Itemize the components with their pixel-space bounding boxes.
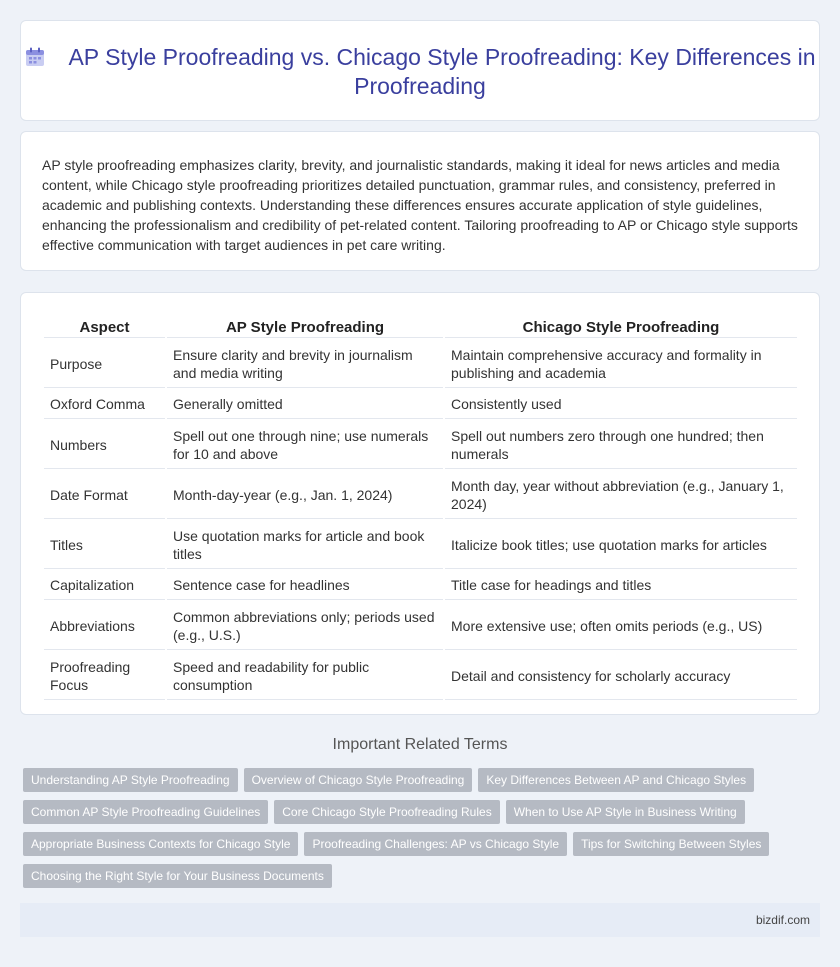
row-chicago-value: Title case for headings and titles (445, 571, 797, 600)
header-ap-style: AP Style Proofreading (167, 317, 443, 338)
row-aspect: Abbreviations (44, 602, 165, 650)
related-term-tag[interactable]: When to Use AP Style in Business Writing (506, 800, 745, 824)
related-term-tag[interactable]: Core Chicago Style Proofreading Rules (274, 800, 499, 824)
row-chicago-value: More extensive use; often omits periods (e.g., US) (445, 602, 797, 650)
page-title-wrap (21, 43, 819, 101)
row-chicago-value: Consistently used (445, 390, 797, 419)
row-aspect: Date Format (44, 471, 165, 519)
comparison-card (20, 292, 820, 715)
row-ap-value: Sentence case for headlines (167, 571, 443, 600)
row-ap-value: Spell out one through nine; use numerals for 10 and above (167, 421, 443, 469)
related-term-tag[interactable]: Overview of Chicago Style Proofreading (244, 768, 473, 792)
related-term-tag[interactable]: Choosing the Right Style for Your Business Documents (23, 864, 332, 888)
row-ap-value: Common abbreviations only; periods used (e.g., U.S.) (167, 602, 443, 650)
row-aspect: Purpose (44, 340, 165, 388)
table-row (44, 652, 797, 700)
table-row (44, 421, 797, 469)
row-chicago-value: Maintain comprehensive accuracy and formality in publishing and academia (445, 340, 797, 388)
footer (20, 903, 820, 937)
row-aspect: Proofreading Focus (44, 652, 165, 700)
row-ap-value: Month-day-year (e.g., Jan. 1, 2024) (167, 471, 443, 519)
row-aspect: Numbers (44, 421, 165, 469)
intro-paragraph: AP style proofreading emphasizes clarity, brevity, and journalistic standards, making it ideal for news articles and media content, while Chicago style proofreading prioritizes detailed punctuation, grammar rules, and consistency, preferred in academic and publishing contexts. Understanding these differences ensures accurate application of style guidelines, enhancing the professionalism and credibility of pet-related content. Tailoring proofreading to AP or Chicago style supports effective communication with target audiences in pet care writing. (42, 157, 798, 253)
table-header-row (44, 317, 797, 338)
tag-row (23, 832, 783, 864)
related-terms-heading: Important Related Terms (332, 736, 508, 753)
row-chicago-value: Italicize book titles; use quotation marks for articles (445, 521, 797, 569)
related-term-tag[interactable]: Key Differences Between AP and Chicago Styles (478, 768, 754, 792)
table-row (44, 390, 797, 419)
footer-site-link[interactable]: bizdif.com (755, 913, 810, 927)
related-terms-list (23, 768, 783, 896)
related-term-tag[interactable]: Understanding AP Style Proofreading (23, 768, 238, 792)
related-term-tag[interactable]: Tips for Switching Between Styles (573, 832, 769, 856)
table-row (44, 521, 797, 569)
row-ap-value: Ensure clarity and brevity in journalism and media writing (167, 340, 443, 388)
row-aspect: Oxford Comma (44, 390, 165, 419)
tag-row (23, 768, 783, 800)
related-term-tag[interactable]: Appropriate Business Contexts for Chicago Style (23, 832, 298, 856)
header-chicago-style: Chicago Style Proofreading (445, 317, 797, 338)
related-term-tag[interactable]: Proofreading Challenges: AP vs Chicago Style (304, 832, 567, 856)
page-title: AP Style Proofreading vs. Chicago Style Proofreading: Key Differences in Proofreading (68, 44, 816, 99)
table-row (44, 571, 797, 600)
row-aspect: Capitalization (44, 571, 165, 600)
table-row (44, 602, 797, 650)
table-row (44, 471, 797, 519)
related-term-tag[interactable]: Common AP Style Proofreading Guidelines (23, 800, 268, 824)
row-chicago-value: Spell out numbers zero through one hundred; then numerals (445, 421, 797, 469)
row-ap-value: Use quotation marks for article and book titles (167, 521, 443, 569)
title-card (20, 20, 820, 121)
intro-card (20, 131, 820, 271)
row-ap-value: Generally omitted (167, 390, 443, 419)
row-aspect: Titles (44, 521, 165, 569)
tag-row (23, 800, 783, 832)
header-aspect: Aspect (44, 317, 165, 338)
calendar-icon (24, 46, 46, 68)
row-chicago-value: Detail and consistency for scholarly accuracy (445, 652, 797, 700)
tag-row (23, 864, 783, 896)
table-row (44, 340, 797, 388)
row-ap-value: Speed and readability for public consumption (167, 652, 443, 700)
comparison-table (42, 315, 799, 702)
row-chicago-value: Month day, year without abbreviation (e.g., January 1, 2024) (445, 471, 797, 519)
